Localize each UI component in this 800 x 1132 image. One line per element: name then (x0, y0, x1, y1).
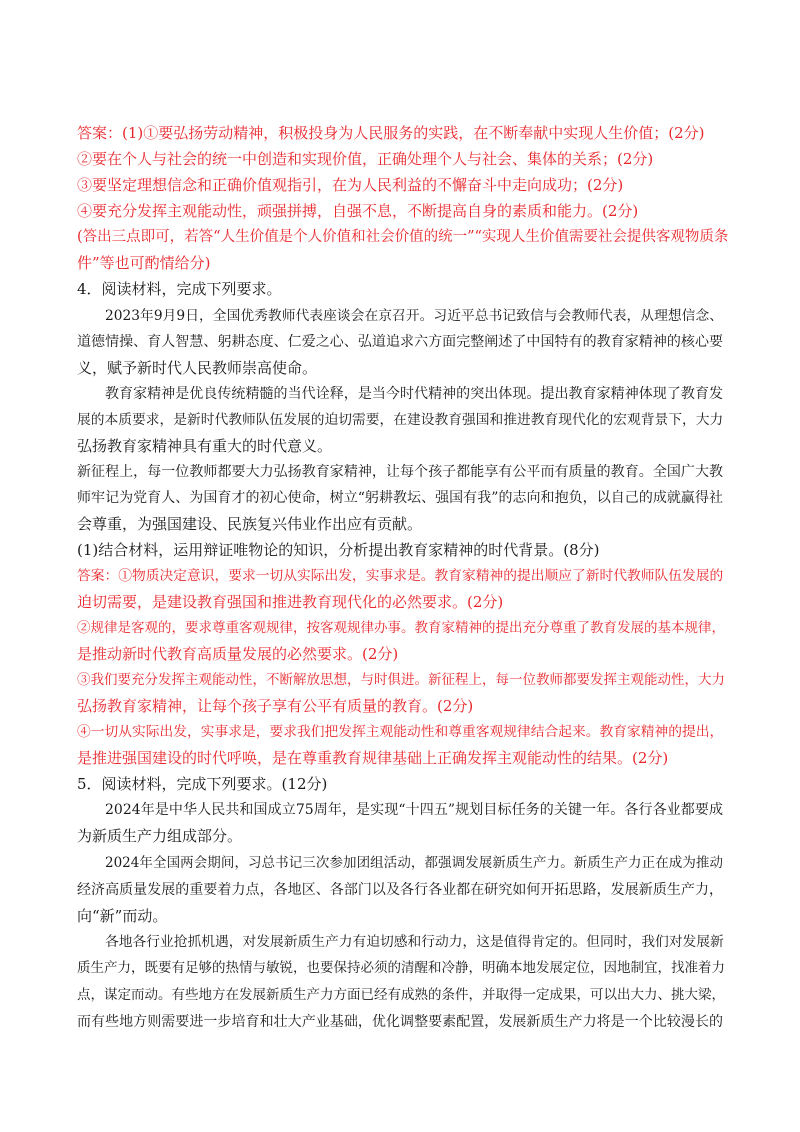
answer-3-line-3: ③要坚定理想信念和正确价值观指引，在为人民利益的不懈奋斗中走向成功；(2分) (77, 176, 624, 194)
q4-para-1-line-3: 义，赋予新时代人民教师崇高使命。 (77, 359, 318, 377)
q4-para-3-line-2: 师牢记为党育人、为国育才的初心使命，树立“躬耕教坛、强国有我”的志向和抱负，以自己的成就赢得社 (77, 490, 723, 506)
q4-para-3-line-3: 会尊重，为强国建设、民族复兴伟业作出应有贡献。 (77, 515, 423, 533)
answer-3-note-line-1: (答出三点即可，若答“人生价值是个人价值和社会价值的统一”“实现人生价值需要社会提供客观物质条 (77, 229, 729, 245)
q5-para-2-line-3: 向“新”而动。 (77, 907, 168, 925)
q5-para-2-line-2: 经济高质量发展的重要着力点，各地区、各部门以及各行各业都在研究如何开拓思路，发展新质生产力， (77, 882, 723, 898)
answer-4-item-1-line-2: 迫切需要，是建设教育强国和推进教育现代化的必然要求。(2分) (77, 593, 504, 611)
q4-para-2-line-1: 教育家精神是优良传统精髓的当代诠释，是当今时代精神的突出体现。提出教育家精神体现了教育发 (105, 386, 723, 402)
question-5-heading: 5．阅读材料，完成下列要求。(12分) (77, 775, 328, 793)
q5-para-3-line-2: 质生产力，既要有足够的热情与敏锐，也要保持必须的清醒和冷静，明确本地发展定位，因地制宜，找准着力 (77, 960, 725, 976)
q5-para-3-line-1: 各地各行业抢抓机遇，对发展新质生产力有迫切感和行动力，这是值得肯定的。但同时，我们对发展新 (105, 934, 724, 950)
question-4-heading: 4．阅读材料，完成下列要求。 (77, 280, 282, 298)
answer-4-item-4-line-1: ④一切从实际出发，实事求是，要求我们把发挥主观能动性和尊重客观规律结合起来。教育家精神的提出， (77, 724, 724, 740)
q4-para-3-line-1: 新征程上，每一位教师都要大力弘扬教育家精神，让每个孩子都能享有公平而有质量的教育。全国广大教 (77, 464, 723, 480)
q4-para-1-line-1: 2023年9月9日，全国优秀教师代表座谈会在京召开。习近平总书记致信与会教师代表，从理想信念、 (105, 308, 723, 324)
answer-4-item-1-line-1: 答案：①物质决定意识，要求一切从实际出发，实事求是。教育家精神的提出顺应了新时代教师队伍发展的 (77, 568, 724, 584)
q5-para-3-line-4: 而有些地方则需要进一步培育和壮大产业基础，优化调整要素配置，发展新质生产力将是一个比较漫长的 (77, 1014, 723, 1030)
q4-para-2-line-2: 展的本质要求，是新时代教师队伍发展的迫切需要，在建设教育强国和推进教育现代化的宏观背景下，大力 (77, 412, 724, 428)
answer-3-line-4: ④要充分发挥主观能动性，顽强拼搏，自强不息，不断提高自身的素质和能力。(2分) (77, 202, 639, 220)
answer-4-item-2-line-1: ②规律是客观的，要求尊重客观规律，按客观规律办事。教育家精神的提出充分尊重了教育发展的基本规律， (77, 620, 725, 636)
q5-para-1-line-1: 2024年是中华人民共和国成立75周年，是实现“十四五”规划目标任务的关键一年。各行各业都要成 (105, 802, 723, 818)
answer-3-note-line-2: 件”等也可酌情给分) (77, 254, 211, 272)
q5-para-3-line-3: 点，谋定而动。有些地方在发展新质生产力方面已经有成熟的条件，并取得一定成果，可以出大力、挑大梁， (77, 987, 725, 1003)
answer-4-item-3-line-2: 弘扬教育家精神，让每个孩子享有公平有质量的教育。(2分) (77, 697, 474, 715)
q5-para-1-line-2: 为新质生产力组成部分。 (77, 827, 243, 845)
answer-4-item-4-line-2: 是推进强国建设的时代呼唤，是在尊重教育规律基础上正确发挥主观能动性的结果。(2分) (77, 749, 669, 767)
q4-para-1-line-2: 道德情操、育人智慧、躬耕态度、仁爱之心、弘道追求六方面完整阐述了中国特有的教育家精神的核心要 (77, 334, 723, 350)
answer-4-item-3-line-1: ③我们要充分发挥主观能动性，不断解放思想，与时俱进。新征程上，每一位教师都要发挥主观能动性，大力 (77, 672, 725, 688)
answer-3-line-1: 答案：(1)①要弘扬劳动精神，积极投身为人民服务的实践，在不断奉献中实现人生价值；(2分) (77, 124, 705, 142)
q5-para-2-line-1: 2024年全国两会期间，习总书记三次参加团组活动，都强调发展新质生产力。新质生产力正在成为推动 (105, 855, 723, 871)
answer-4-item-2-line-2: 是推动新时代教育高质量发展的必然要求。(2分) (77, 645, 399, 663)
answer-3-line-2: ②要在个人与社会的统一中创造和实现价值，正确处理个人与社会、集体的关系；(2分) (77, 150, 654, 168)
q4-para-2-line-3: 弘扬教育家精神具有重大的时代意义。 (77, 437, 333, 455)
question-4-sub-1: (1)结合材料，运用辩证唯物论的知识，分析提出教育家精神的时代背景。(8分) (77, 541, 600, 559)
